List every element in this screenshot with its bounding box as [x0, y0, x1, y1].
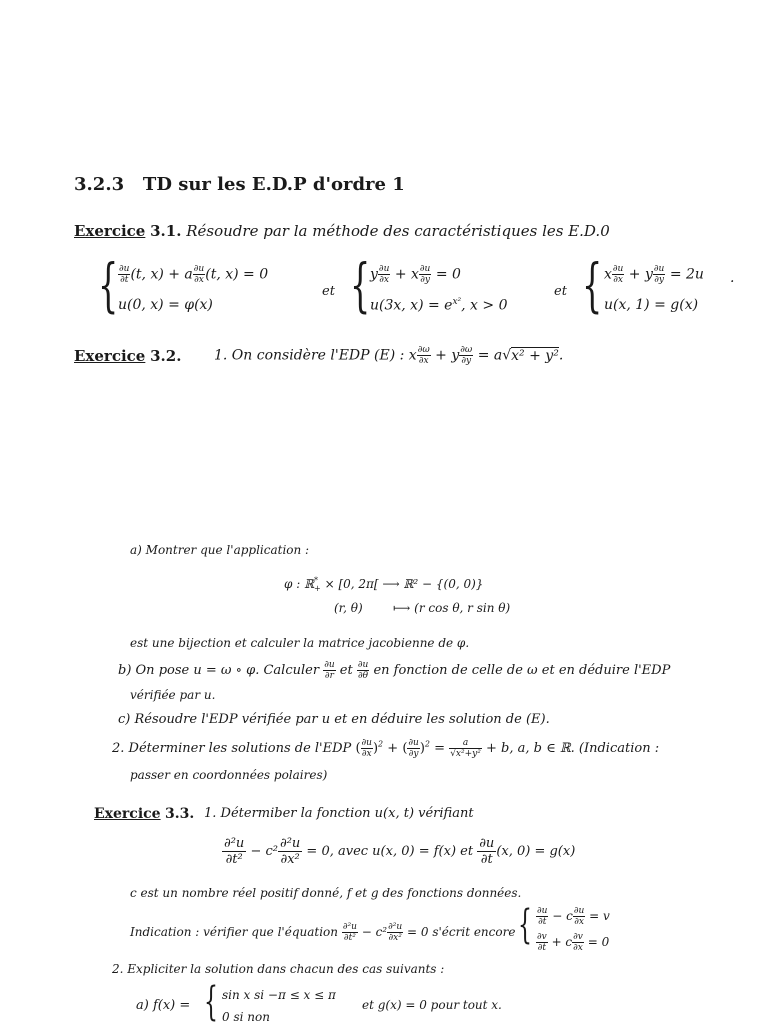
- exercise-3-3-header: [94, 806, 194, 822]
- exercise-3-2-header: [74, 347, 181, 365]
- left-brace: {: [518, 902, 532, 948]
- case-a-label: a) f(x) =: [136, 998, 191, 1013]
- indication-system-line1: $\frac{\partial u}{\partial t}$ − c $\frac{\partial u}{\partial x}$ = v: [537, 906, 610, 927]
- item-a-text: a) Montrer que l'application :: [130, 543, 310, 557]
- case-line2: 0 si non: [222, 1010, 270, 1024]
- exercise-3-1-header: [74, 222, 610, 240]
- item-c-text: c) Résoudre l'EDP vérifiée par u et en déduire les solution de (E).: [118, 712, 550, 727]
- map-line1: φ : ℝ*$_+$ × [0, 2π[ ⟶ ℝ² − {(0, 0)}: [284, 576, 484, 594]
- exercise-3-3-item1: 1. Détermiber la fonction u(x, t) vérifiant: [204, 806, 474, 821]
- item-2-text: 2. Expliciter la solution dans chacun des cas suivants :: [112, 962, 445, 976]
- item-b-text2: vérifiée par u.: [130, 688, 216, 702]
- exercise-number: 3.1.: [150, 222, 182, 240]
- exercise-3-2-item1: 1. On considère l'EDP (E) : x $\frac{\partial\omega}{\partial x}$ + y $\frac{\partial\omega}{\partial y}$ = a√x² + y².: [214, 345, 564, 366]
- left-brace: {: [204, 979, 218, 1025]
- exercise-label: Exercice: [94, 806, 161, 822]
- system3-line2: u(x, 1) = g(x): [604, 297, 699, 313]
- system3-line1: x $\frac{\partial u}{\partial x}$ + y $\frac{\partial u}{\partial y}$ = 2u: [604, 264, 704, 285]
- item-2-text2: passer en coordonnées polaires): [130, 768, 328, 782]
- section-number: 3.2.3: [74, 174, 125, 195]
- left-brace: {: [98, 251, 119, 319]
- section-title: TD sur les E.D.P d'ordre 1: [142, 174, 405, 195]
- wave-equation: $\frac{\text{∂²u}}{\text{∂t²}}$ − c² $\frac{\text{∂²u}}{\text{∂x²}}$ = 0, avec u(x, 0) = f(x) et $\frac{\partial u}{\partial t}$ (x, 0) = g(x): [224, 836, 576, 867]
- left-brace: {: [582, 251, 603, 319]
- section-heading: [74, 174, 405, 195]
- indication-system-line2: $\frac{\partial v}{\partial t}$ + c $\frac{\partial v}{\partial x}$ = 0: [537, 932, 610, 953]
- case-a-end: et g(x) = 0 pour tout x.: [362, 998, 502, 1012]
- exercise-label: Exercice: [74, 347, 146, 365]
- exercise-label: Exercice: [74, 222, 146, 240]
- indication-text: Indication : vérifier que l'équation $\frac{\text{∂²u}}{\text{∂t²}}$ − c² $\frac{\text{∂²u}}{\text{∂x²}}$ = 0 s'écrit encore: [130, 922, 516, 943]
- system2-line2: u(3x, $x) = e^{x^2}$, x > 0: [370, 297, 508, 314]
- trailing-dot: .: [730, 270, 735, 286]
- item-b-text: b) On pose u = ω ∘ φ. Calculer $\frac{\partial u}{\partial r}$ et $\frac{\partial u}{\partial\theta}$ en fonction de celle de ω et en déduire l'EDP: [118, 660, 671, 681]
- c-text: c est un nombre réel positif donné, f et g des fonctions données.: [130, 886, 522, 900]
- system1-line2: u(0, x) = φ(x): [118, 297, 213, 313]
- system2-line1: y $\frac{\partial u}{\partial x}$ + x $\frac{\partial u}{\partial y}$ = 0: [370, 264, 461, 285]
- exercise-statement: Résoudre par la méthode des caractéristiques les E.D.0: [186, 222, 610, 240]
- exercise-number: 3.3.: [165, 806, 195, 822]
- map-line2: (r, θ) ⟼ (r cos θ, r sin θ): [334, 601, 511, 615]
- system1-line1: $\frac{\partial u}{\partial t}$ (t, x) + a $\frac{\partial u}{\partial x}$ (t, x) = 0: [119, 264, 269, 285]
- exercise-number: 3.2.: [150, 347, 182, 365]
- item-2-text: 2. Déterminer les solutions de l'EDP ( $\frac{\partial u}{\partial x}$ )$^2$ + ( $\frac{\partial u}{\partial y}$ )$^2$ = $\frac{a}{\text{√x²+y²}}$ + b, a, b ∈ ℝ. (Indication :: [112, 738, 660, 759]
- case-line1: sin x si −π ≤ x ≤ π: [222, 988, 336, 1002]
- item-a-text2: est une bijection et calculer la matrice jacobienne de φ.: [130, 636, 470, 650]
- left-brace: {: [350, 251, 371, 319]
- et-connector: et: [554, 284, 567, 299]
- et-connector: et: [322, 284, 335, 299]
